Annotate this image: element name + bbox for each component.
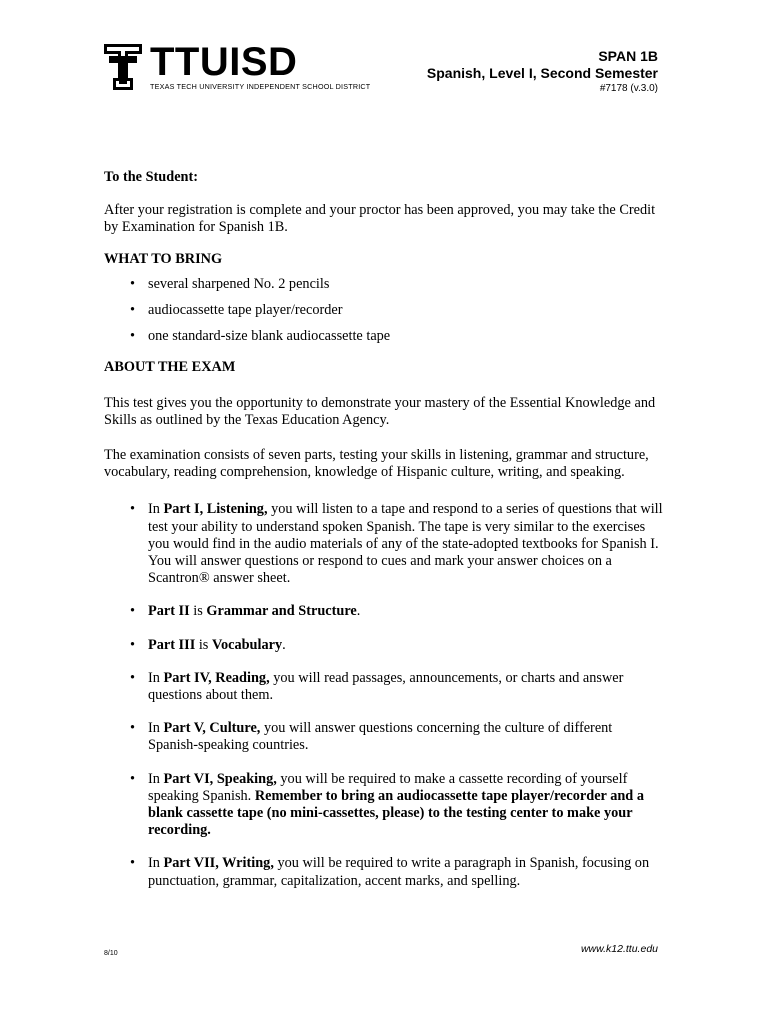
bullet-icon: • (130, 636, 136, 653)
exam-parts-list (104, 501, 664, 889)
part-5-item: • In Part V, Culture, you will answer questions concerning the culture of different Spanish-speaking countries. (130, 720, 613, 754)
bullet-icon: • (130, 302, 136, 319)
part-4-item: • In Part IV, Reading, you will read passages, announcements, or charts and answer questions about them. (130, 669, 624, 704)
list-item: • several sharpened No. 2 pencils (130, 275, 330, 292)
part-7-item: • In Part VII, Writing, you will be required to write a paragraph in Spanish, focusing on punctuation, grammar, capitalization, accent marks, and spelling. (130, 855, 650, 889)
course-code: SPAN 1B (598, 48, 658, 64)
what-to-bring-heading: WHAT TO BRING (104, 250, 223, 267)
bullet-icon: • (130, 603, 136, 620)
what-to-bring-list (104, 276, 664, 346)
bullet-icon: • (130, 720, 136, 737)
ttuisd-logo (104, 40, 371, 94)
bullet-icon: • (130, 770, 136, 787)
double-t-logo-icon (104, 44, 142, 90)
list-item: • audiocassette tape player/recorder (130, 302, 343, 319)
part-6-item: • In Part VI, Speaking, you will be required to make a cassette recording of yourself speaking Spanish. Remember to bring an audiocassette tape player/recorder and a blank cassette tape (no mini-cassettes, please) to the testing center to make your recording. (130, 770, 644, 839)
course-number: #7178 (v.3.0) (599, 83, 658, 94)
bullet-icon: • (130, 275, 136, 292)
intro-heading: To the Student: (104, 169, 199, 185)
logo-subtitle: TEXAS TECH UNIVERSITY INDEPENDENT SCHOOL DISTRICT (150, 82, 371, 91)
bullet-icon: • (130, 669, 136, 686)
document-body (104, 169, 664, 906)
bullet-icon: • (130, 855, 136, 872)
footer-date: 8/10 (104, 950, 118, 957)
part-2-item: • Part II is Grammar and Structure. (130, 603, 361, 620)
about-heading: ABOUT THE EXAM (104, 359, 236, 376)
bullet-icon: • (130, 501, 136, 518)
list-item: • one standard-size blank audiocassette tape (130, 328, 391, 345)
logo-wordmark: TTUISD (150, 40, 298, 84)
intro-paragraph: After your registration is complete and your proctor has been approved, you may take the Credit by Examination for Spanish 1B. (104, 202, 656, 236)
about-paragraph-1: This test gives you the opportunity to demonstrate your mastery of the Essential Knowledge and Skills as outlined by the Texas Education Agency. (104, 394, 656, 428)
part-1-item: • In Part I, Listening, you will listen to a tape and respond to a series of questions that will test your ability to understand spoken Spanish. The tape is very similar to the exercises you would find in the audio materials of any of the state-adopted textbooks for Spanish I. You will answer questions or respond to cues and mark your answer choices on a Scantron® answer sheet. (130, 501, 663, 587)
about-paragraph-2: The examination consists of seven parts, testing your skills in listening, grammar and structure, vocabulary, reading comprehension, knowledge of Hispanic culture, writing, and speaking. (104, 447, 649, 481)
footer-url[interactable]: www.k12.ttu.edu (580, 943, 658, 955)
bullet-icon: • (130, 328, 136, 345)
part-3-item: • Part III is Vocabulary. (130, 636, 286, 653)
course-name: Spanish, Level I, Second Semester (426, 65, 658, 81)
course-info (427, 48, 658, 95)
